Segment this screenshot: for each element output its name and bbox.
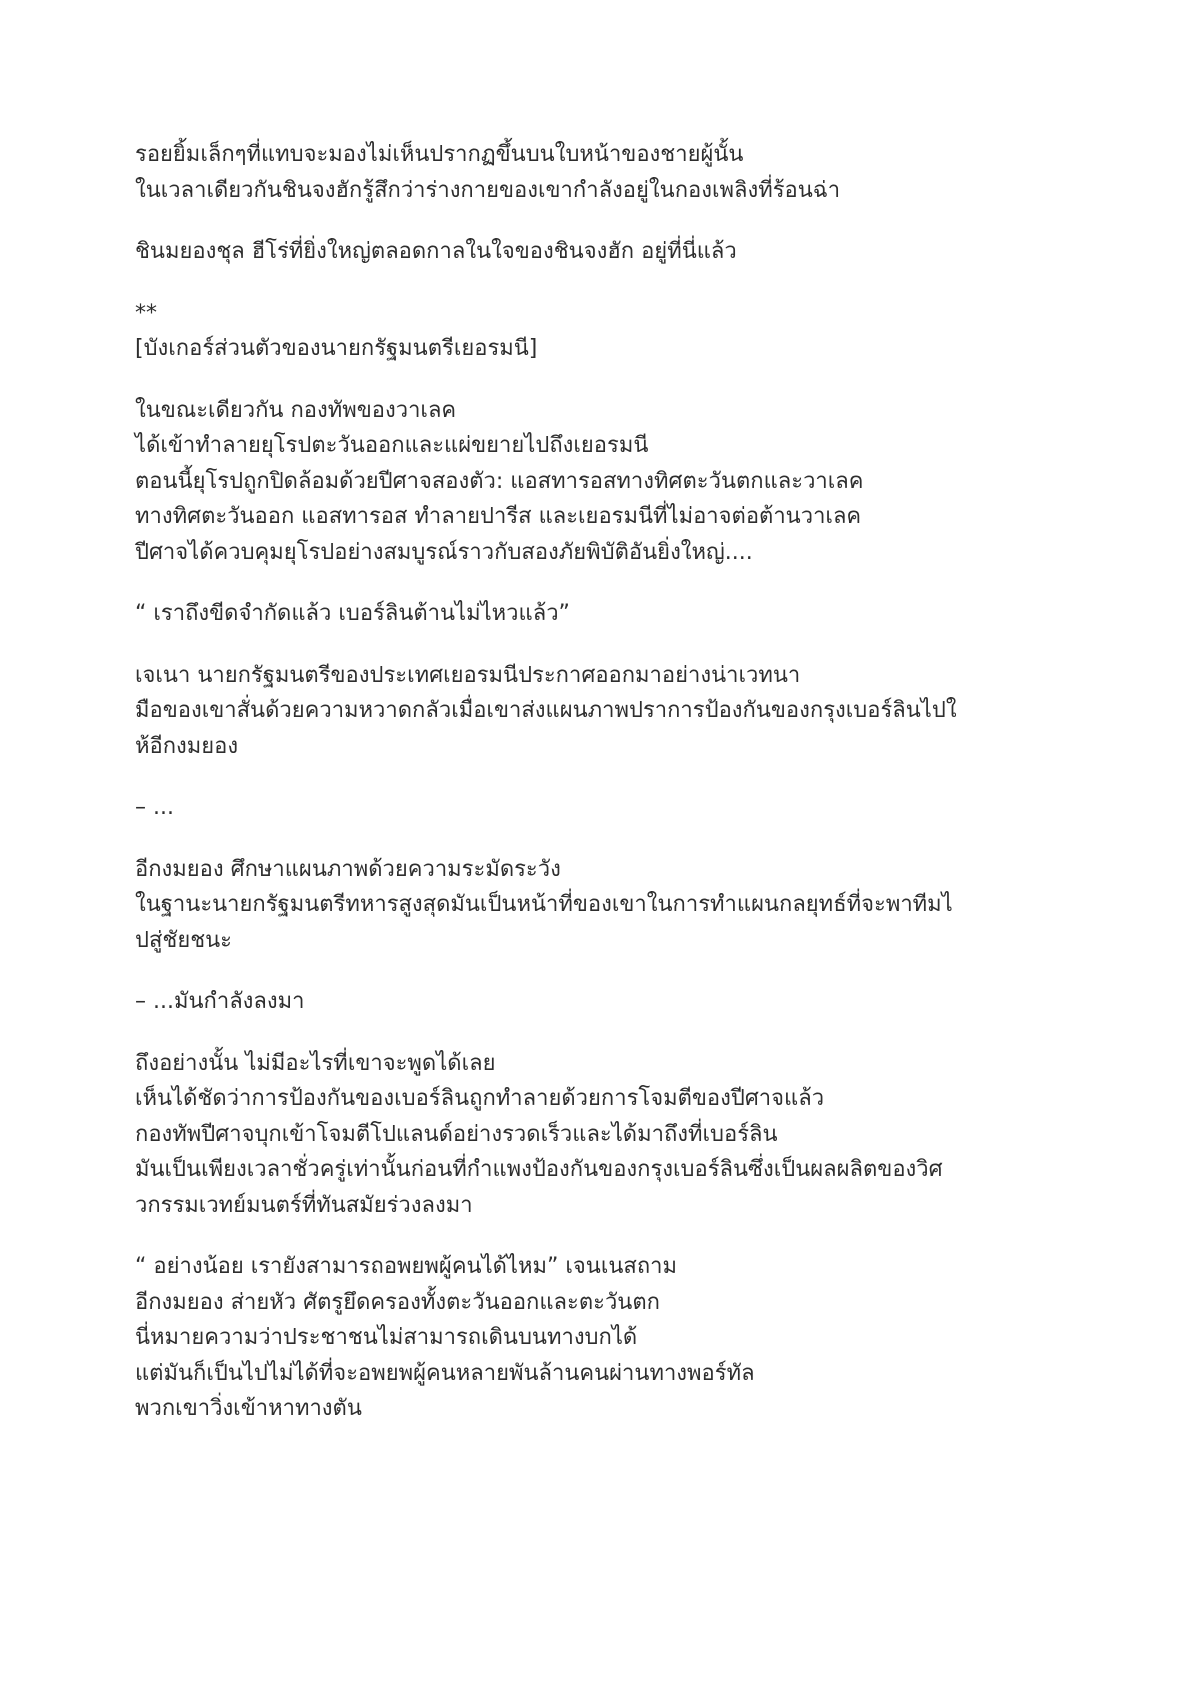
text-line: พวกเขาวิ่งเข้าหาทางตัน <box>135 1396 362 1421</box>
text-line: รอยยิ้มเล็กๆที่แทบจะมองไม่เห็นปรากฏขึ้นบนใบหน้าของชายผู้นั้น <box>135 142 744 167</box>
text-line: ในเวลาเดียวกันชินจงฮักรู้สึกว่าร่างกายของเขากำลังอยู่ในกองเพลิงที่ร้อนฉ่า <box>135 177 841 203</box>
dialogue-line: – ... <box>135 795 174 820</box>
text-line: มือของเขาสั่นด้วยความหวาดกลัวเมื่อเขาส่งแผนภาพปราการป้องกันของกรุงเบอร์ลินไปใ <box>135 698 957 723</box>
paragraph <box>135 1249 1135 1427</box>
text-line: แต่มันก็เป็นไปไม่ได้ที่จะอพยพผู้คนหลายพันล้านคนผ่านทางพอร์ทัล <box>135 1360 755 1386</box>
text-line: ในฐานะนายกรัฐมนตรีทหารสูงสุดมันเป็นหน้าที่ของเขาในการทำแผนกลยุทธ์ที่จะพาทีมไ <box>135 892 953 917</box>
text-line: ได้เข้าทำลายยุโรปตะวันออกและแผ่ขยายไปถึงเยอรมนี <box>135 433 649 458</box>
text-line: ถึงอย่างนั้น ไม่มีอะไรที่เขาจะพูดได้เลย <box>135 1050 496 1076</box>
text-line: ในขณะเดียวกัน กองทัพของวาเลค <box>135 397 457 423</box>
paragraph <box>135 137 1135 208</box>
text-line: เจเนา นายกรัฐมนตรีของประเทศเยอรมนีประกาศออกมาอย่างน่าเวทนา <box>135 662 801 688</box>
location-heading: [บังเกอร์ส่วนตัวของนายกรัฐมนตรีเยอรมนี] <box>135 336 538 361</box>
scene-header <box>135 296 1135 367</box>
text-line: ตอนนี้ยุโรปถูกปิดล้อมด้วยปีศาจสองตัว: แอสทารอสทางทิศตะวันตกและวาเลค <box>135 468 864 494</box>
dialogue <box>135 984 1135 1020</box>
paragraph <box>135 658 1135 765</box>
paragraph <box>135 393 1135 571</box>
paragraph <box>135 852 1135 959</box>
text-line: เห็นได้ชัดว่าการป้องกันของเบอร์ลินถูกทำลายด้วยการโจมตีของปีศาจแล้ว <box>135 1086 825 1111</box>
text-line: กองทัพปีศาจบุกเข้าโจมตีโปแลนด์อย่างรวดเร็วและได้มาถึงที่เบอร์ลิน <box>135 1121 778 1147</box>
scene-break: ** <box>135 300 157 326</box>
dialogue-line: “ อย่างน้อย เรายังสามารถอพยพผู้คนได้ไหม” เจนเนสถาม <box>135 1254 677 1279</box>
text-line: ปสู่ชัยชนะ <box>135 927 233 953</box>
text-line: มันเป็นเพียงเวลาชั่วครู่เท่านั้นก่อนที่กำแพงป้องกันของกรุงเบอร์ลินซึ่งเป็นผลผลิตของวิศ <box>135 1157 943 1182</box>
dialogue <box>135 596 1135 632</box>
text-line: นี่หมายความว่าประชาชนไม่สามารถเดินบนทางบกได้ <box>135 1325 638 1350</box>
paragraph <box>135 234 1135 270</box>
dialogue <box>135 790 1135 826</box>
text-line: ห้อีกงมยอง <box>135 733 239 759</box>
text-line: ชินมยองชุล ฮีโร่ที่ยิ่งใหญ่ตลอดกาลในใจของชินจงฮัก อยู่ที่นี่แล้ว <box>135 239 737 264</box>
text-line: วกรรมเวทย์มนตร์ที่ทันสมัยร่วงลงมา <box>135 1192 473 1218</box>
text-line: อีกงมยอง ส่ายหัว ศัตรูยึดครองทั้งตะวันออกและตะวันตก <box>135 1289 660 1315</box>
text-line: ปีศาจได้ควบคุมยุโรปอย่างสมบูรณ์ราวกับสองภัยพิบัติอันยิ่งใหญ่.... <box>135 539 753 565</box>
text-line: อีกงมยอง ศึกษาแผนภาพด้วยความระมัดระวัง <box>135 856 561 882</box>
text-line: ทางทิศตะวันออก แอสทารอส ทำลายปารีส และเยอรมนีที่ไม่อาจต่อต้านวาเลค <box>135 504 862 529</box>
dialogue-line: “ เราถึงขีดจำกัดแล้ว เบอร์ลินต้านไม่ไหวแล้ว” <box>135 601 570 626</box>
paragraph <box>135 1046 1135 1224</box>
document-body <box>135 137 1135 1453</box>
dialogue-line: – ...มันกำลังลงมา <box>135 989 305 1014</box>
